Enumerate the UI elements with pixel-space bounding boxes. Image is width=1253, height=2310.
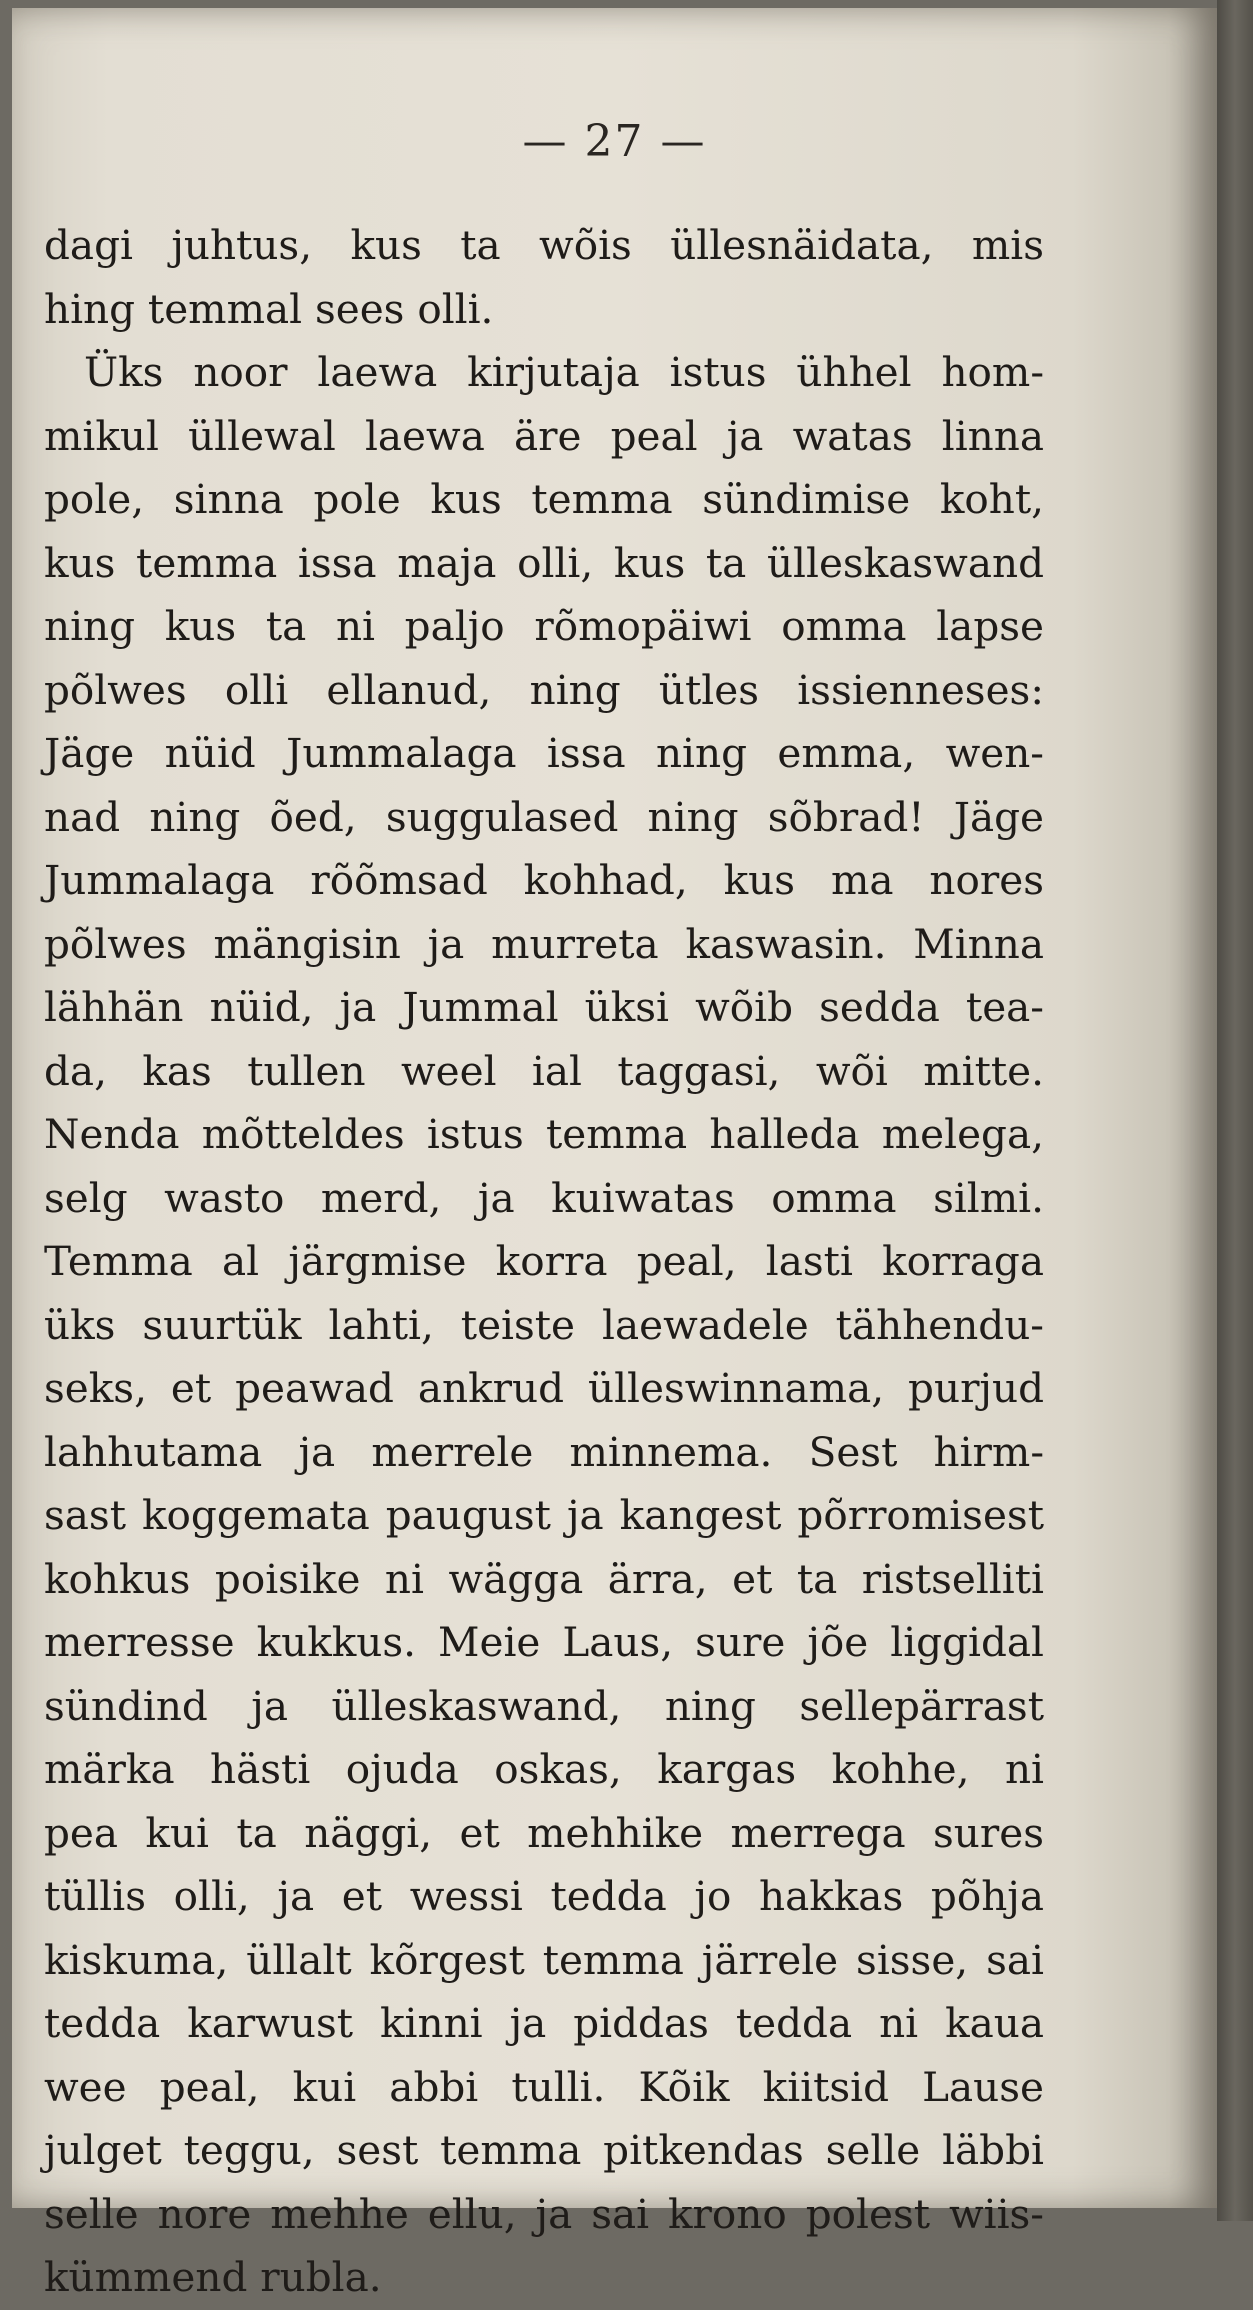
text-line: Jäge nüid Jummalaga issa ning emma, wen-	[44, 729, 1044, 777]
text-line: lahhutama ja merrele minnema. Sest hirm-	[44, 1427, 1044, 1476]
text-line: Üks noor laewa kirjutaja istus ühhel hom-	[84, 348, 1044, 396]
text-line: hing temmal sees olli.	[44, 284, 494, 333]
text-line: põlwes olli ellanud, ning ütles issienneses:	[44, 665, 1044, 714]
text-line: pole, sinna pole kus temma sündimise koht,	[44, 475, 1044, 523]
text-line: nad ning õed, suggulased ning sõbrad! Jäge	[44, 792, 1044, 841]
text-line: merresse kukkus. Meie Laus, sure jõe liggidal	[44, 1618, 1044, 1666]
text-line: seks, et peawad ankrud ülleswinnama, purjud	[44, 1364, 1044, 1412]
text-line: kümmend rubla.	[44, 2253, 382, 2301]
text-line: da, kas tullen weel ial taggasi, wõi mitte.	[44, 1046, 1044, 1095]
text-line: pea kui ta näggi, et mehhike merrega sures	[44, 1808, 1044, 1857]
text-line: selle nore mehhe ellu, ja sai krono polest wiis-	[44, 2189, 1044, 2238]
text-line: Nenda mõtteldes istus temma halleda melega,	[44, 1110, 1044, 1158]
text-line: põlwes mängisin ja murreta kaswasin. Minna	[44, 919, 1044, 968]
text-line: kohkus poisike ni wägga ärra, et ta ristselliti	[44, 1554, 1044, 1603]
text-line: wee peal, kui abbi tulli. Kõik kiitsid Lause	[44, 2062, 1044, 2111]
text-line: selg wasto merd, ja kuiwatas omma silmi.	[44, 1173, 1044, 1222]
text-line: julget teggu, sest temma pitkendas selle läbbi	[44, 2126, 1044, 2174]
text-line: dagi juhtus, kus ta wõis üllesnäidata, mis	[44, 221, 1044, 269]
text-line: üks suurtük lahti, teiste laewadele tähhendu-	[44, 1300, 1044, 1349]
book-gutter	[1217, 0, 1253, 2221]
body-text	[44, 214, 1044, 2310]
text-line: ning kus ta ni paljo rõmopäiwi omma lapse	[44, 602, 1044, 650]
text-line: Temma al järgmise korra peal, lasti korraga	[44, 1237, 1044, 1285]
text-line: kus temma issa maja olli, kus ta ülleskaswand	[44, 538, 1044, 587]
text-line: sündind ja ülleskaswand, ning sellepärrast	[44, 1681, 1044, 1730]
text-line: Jummalaga rõõmsad kohhad, kus ma nores	[44, 856, 1044, 904]
page-number: — 27 —	[522, 116, 707, 167]
text-line: mikul üllewal laewa äre peal ja watas linna	[44, 411, 1044, 460]
text-line: lähhän nüid, ja Jummal üksi wõib sedda tea-	[44, 983, 1044, 1031]
text-line: märka hästi ojuda oskas, kargas kohhe, ni	[44, 1745, 1044, 1793]
book-page	[12, 8, 1217, 2301]
text-line: tedda karwust kinni ja piddas tedda ni kaua	[44, 1999, 1044, 2047]
text-line: tüllis olli, ja et wessi tedda jo hakkas põhja	[44, 1872, 1044, 1920]
text-line: kiskuma, üllalt kõrgest temma järrele sisse, sai	[44, 1935, 1044, 1984]
text-line: sast koggemata paugust ja kangest põrromisest	[44, 1491, 1044, 1539]
